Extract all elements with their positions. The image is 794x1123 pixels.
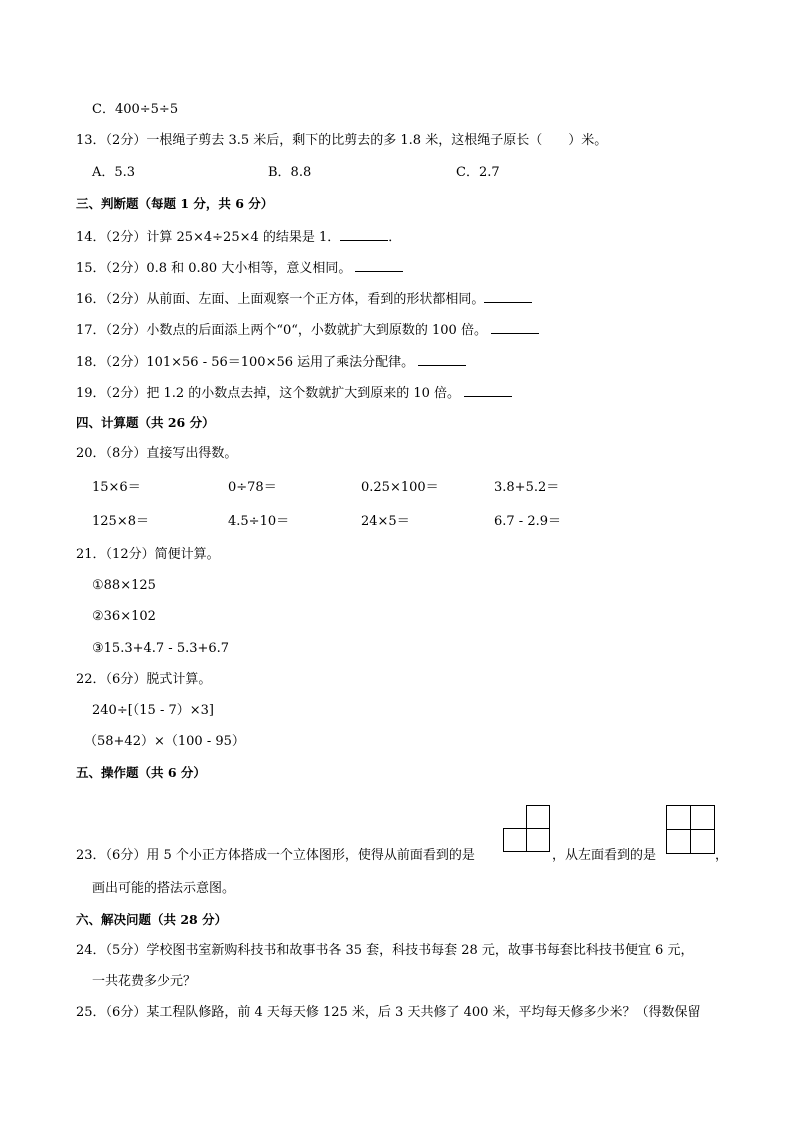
q16-text: 16．（2分）从前面、左面、上面观察一个正方体，看到的形状都相同。 [76, 292, 485, 307]
front-view-figure [503, 805, 551, 853]
front-view-square [527, 806, 550, 829]
q15 [76, 258, 403, 278]
q23-part3: ， [715, 848, 729, 863]
q20-item: 15×6＝ [92, 480, 141, 495]
left-view-figure [666, 805, 716, 855]
q14-answer-blank[interactable] [340, 227, 388, 241]
q18 [76, 352, 466, 372]
q21-item: ①88×125 [92, 578, 156, 593]
section-3-title: 三、判断题（每题 1 分，共 6 分） [76, 196, 274, 211]
q18-answer-blank[interactable] [418, 352, 466, 366]
q16-answer-blank[interactable] [484, 289, 532, 303]
left-view-square [667, 806, 691, 830]
front-view-square [527, 829, 550, 852]
q22-item: 240÷[（15 - 7）×3] [92, 703, 214, 718]
front-view-square [504, 829, 527, 852]
q14 [76, 227, 401, 247]
q21-item: ②36×102 [92, 609, 156, 624]
q19-answer-blank[interactable] [464, 383, 512, 397]
q20-item: 6.7 - 2.9＝ [494, 514, 562, 529]
q20-item: 24×5＝ [361, 514, 410, 529]
q13-stem: 13．（2分）一根绳子剪去 3.5 米后，剩下的比剪去的多 1.8 米，这根绳子原长（ ）米。 [76, 133, 608, 148]
q18-text: 18．（2分）101×56 - 56＝100×56 运用了乘法分配律。 [76, 355, 415, 370]
q20-item: 0.25×100＝ [361, 480, 439, 495]
q14-text: 14．（2分）计算 25×4÷25×4 的结果是 1． [76, 230, 341, 245]
q22-stem: 22．（6分）脱式计算。 [76, 672, 212, 687]
q23-part2: ，从左面看到的是 [552, 848, 657, 863]
left-view-square [691, 806, 715, 830]
section-6-title: 六、解决问题（共 28 分） [76, 912, 228, 927]
section-4-title: 四、计算题（共 26 分） [76, 415, 215, 430]
q21-stem: 21．（12分）简便计算。 [76, 547, 220, 562]
q24-line1: 24．（5分）学校图书室新购科技书和故事书各 35 套，科技书每套 28 元，故事书每套比科技书便宜 6 元， [76, 943, 694, 958]
q13-option-a: A．5.3 [92, 165, 136, 180]
q19-text: 19．（2分）把 1.2 的小数点去掉，这个数就扩大到原来的 10 倍。 [76, 386, 461, 401]
q23-part1: 23．（6分）用 5 个小正方体搭成一个立体图形，使得从前面看到的是 [76, 848, 475, 863]
q22-item: （58+42）×（100 - 95） [84, 734, 245, 749]
left-view-square [691, 830, 715, 854]
q13-option-b: B．8.8 [268, 165, 312, 180]
q16 [76, 289, 532, 309]
q15-answer-blank[interactable] [355, 258, 403, 272]
left-view-square [667, 830, 691, 854]
q14-suffix: ． [388, 230, 402, 245]
section-5-title: 五、操作题（共 6 分） [76, 765, 206, 780]
q12-option-c: C．400÷5÷5 [92, 102, 179, 117]
q13-option-c: C．2.7 [456, 165, 500, 180]
q21-item: ③15.3+4.7 - 5.3+6.7 [92, 641, 230, 656]
q15-text: 15．（2分）0.8 和 0.80 大小相等，意义相同。 [76, 261, 352, 276]
q25-line1: 25．（6分）某工程队修路，前 4 天每天修 125 米，后 3 天共修了 400 米，平均每天修多少米？（得数保留 [76, 1005, 701, 1020]
q23-line2: 画出可能的搭法示意图。 [92, 881, 236, 896]
q24-line2: 一共花费多少元？ [92, 974, 197, 989]
q17-answer-blank[interactable] [491, 320, 539, 334]
q19 [76, 383, 512, 403]
q20-item: 4.5÷10＝ [228, 514, 290, 529]
q17 [76, 320, 539, 340]
q20-item: 125×8＝ [92, 514, 149, 529]
q20-item: 0÷78＝ [228, 480, 277, 495]
q20-stem: 20．（8分）直接写出得数。 [76, 446, 238, 461]
q17-text: 17．（2分）小数点的后面添上两个“0“，小数就扩大到原数的 100 倍。 [76, 323, 487, 338]
q20-item: 3.8+5.2＝ [494, 480, 560, 495]
